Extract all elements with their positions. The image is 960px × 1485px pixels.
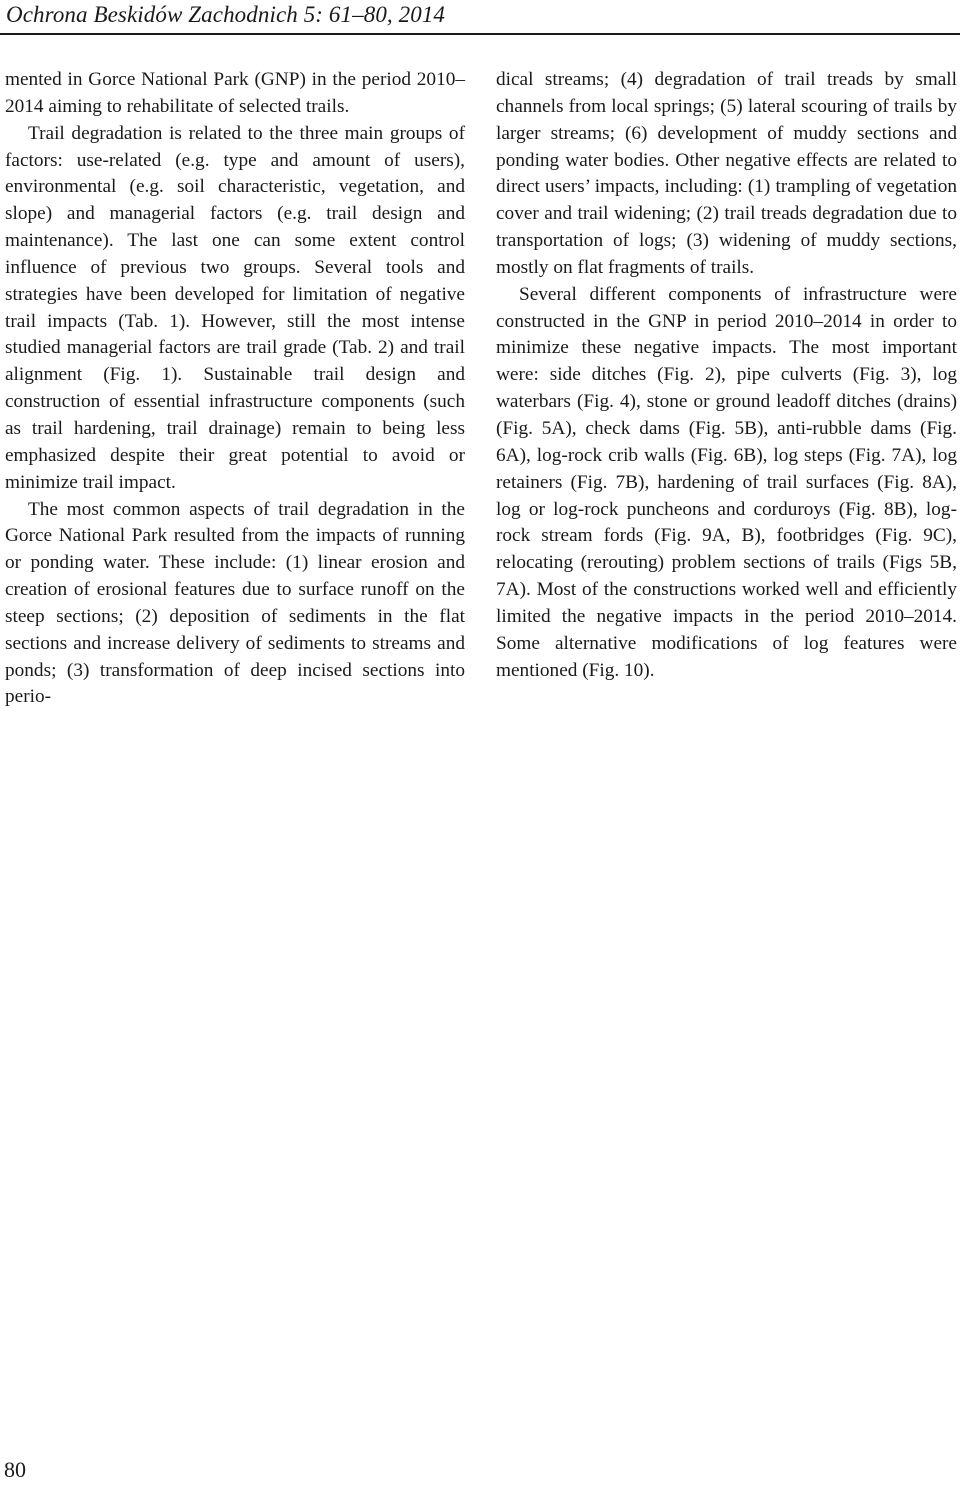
paragraph: Trail degradation is related to the three main groups of factors: use-related (e.g. type and amount of users), environmental (e.g. soil characteristic, vegetation, and slope) and managerial factors (e.g. trail design and maintenance). The last one can some extent control influence of previous two groups. Several tools and strategies have been developed for limitation of negative trail impacts (Tab. 1). However, still the most intense studied managerial factors are trail grade (Tab. 2) and trail alignment (Fig. 1). Sustainable trail design and construction of essential infrastructure components (such as trail hardening, trail drainage) remain to being less emphasized despite their great potential to avoid or minimize trail impact. bbox=[5, 122, 465, 493]
paragraph: mented in Gorce National Park (GNP) in the period 2010–2014 aiming to rehabilitate of selected trails. bbox=[5, 69, 465, 117]
page-number: 80 bbox=[4, 1457, 26, 1482]
paragraph: Several different components of infrastructure were constructed in the GNP in period 2010–2014 in order to minimize these negative impacts. The most important were: side ditches (Fig. 2), pipe culverts (Fig. 3), log waterbars (Fig. 4), stone or ground leadoff ditches (drains) (Fig. 5A), check dams (Fig. 5B), anti-rubble dams (Fig. 6A), log-rock crib walls (Fig. 6B), log steps (Fig. 7A), log retainers (Fig. 7B), hardening of trail surfaces (Fig. 8A), log or log-rock puncheons and corduroys (Fig. 8B), log-rock stream fords (Fig. 9A, B), footbridges (Fig. 9C), relocating (rerouting) problem sections of trails (Figs 5B, 7A). Most of the constructions worked well and efficiently limited the negative impacts in the period 2010–2014. Some alternative modifications of log features were mentioned (Fig. 10). bbox=[496, 283, 957, 681]
running-header: Ochrona Beskidów Zachodnich 5: 61–80, 2014 bbox=[6, 2, 446, 27]
right-column bbox=[496, 67, 957, 684]
paragraph: The most common aspects of trail degradation in the Gorce National Park resulted from the impacts of running or ponding water. These include: (1) linear erosion and creation of erosional features due to surface runoff on the steep sections; (2) deposition of sediments in the flat sections and increase delivery of sediments to streams and ponds; (3) transformation of deep incised sections into perio- bbox=[5, 498, 465, 708]
left-column bbox=[5, 67, 465, 711]
header-rule bbox=[0, 33, 960, 35]
paragraph: dical streams; (4) degradation of trail treads by small channels from local springs; (5) lateral scouring of trails by larger streams; (6) development of muddy sections and ponding water bodies. Other negative effects are related to direct users’ impacts, including: (1) trampling of vegetation cover and trail widening; (2) trail treads degradation due to transportation of logs; (3) widening of muddy sections, mostly on flat fragments of trails. bbox=[496, 69, 957, 278]
